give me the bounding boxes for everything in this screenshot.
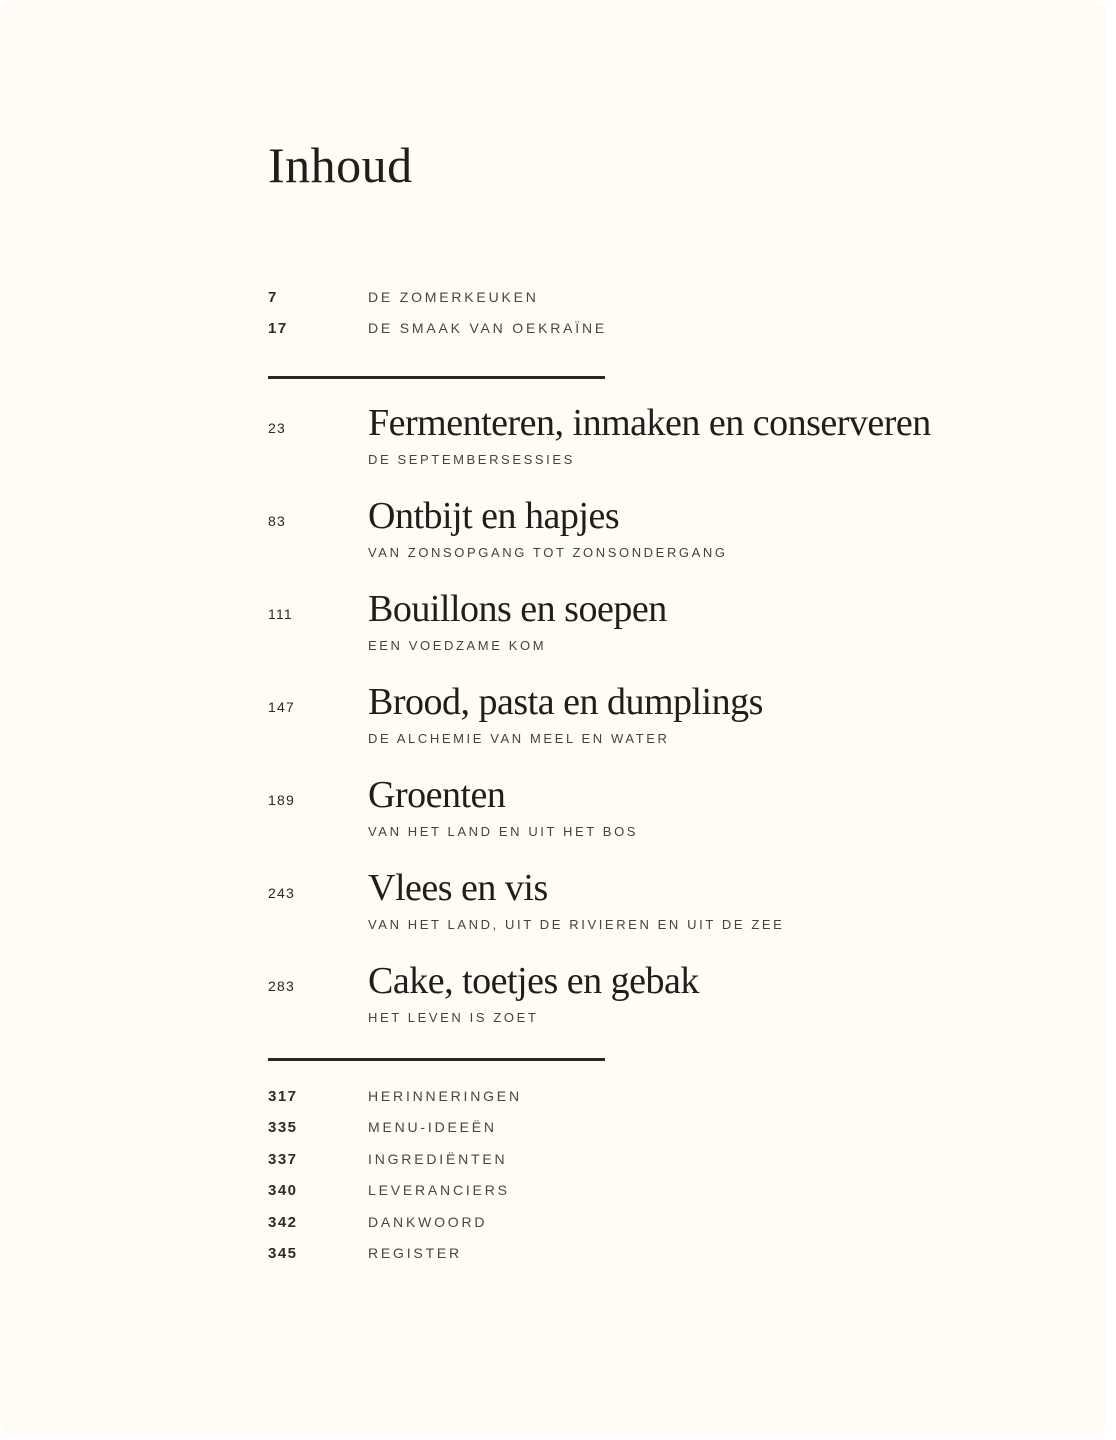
toc-entry <box>268 1182 522 1213</box>
toc-chapter-entry <box>268 497 931 590</box>
toc-entry-page-number: 335 <box>268 1119 298 1137</box>
chapter-page-number: 23 <box>268 420 286 436</box>
toc-chapter-entry <box>268 776 931 869</box>
toc-entry-page-number: 340 <box>268 1182 298 1200</box>
chapter-subtitle: DE SEPTEMBERSESSIES <box>368 451 575 467</box>
toc-chapter-entry <box>268 683 931 776</box>
chapter-page-number: 283 <box>268 978 295 994</box>
chapter-subtitle: DE ALCHEMIE VAN MEEL EN WATER <box>368 730 670 746</box>
chapter-subtitle: VAN ZONSOPGANG TOT ZONSONDERGANG <box>368 544 728 560</box>
chapter-subtitle: VAN HET LAND EN UIT HET BOS <box>368 823 639 839</box>
divider-rule-top <box>268 376 605 379</box>
toc-entry-label: MENU-IDEEËN <box>368 1119 497 1136</box>
toc-chapter-entry <box>268 869 931 962</box>
chapter-page-number: 189 <box>268 792 295 808</box>
chapter-text <box>368 962 699 1025</box>
chapter-page-number: 147 <box>268 699 295 715</box>
chapter-page-number: 243 <box>268 885 295 901</box>
toc-entry-label: HERINNERINGEN <box>368 1088 522 1104</box>
chapter-title: Groenten <box>368 774 506 816</box>
chapter-page-number: 83 <box>268 513 286 529</box>
toc-entry <box>268 289 607 320</box>
toc-chapter-entry <box>268 590 931 683</box>
toc-back-matter-list <box>268 1088 522 1276</box>
toc-entry <box>268 1245 522 1276</box>
chapter-subtitle: VAN HET LAND, UIT DE RIVIEREN EN UIT DE ZEE <box>368 916 785 932</box>
toc-entry-page-number: 337 <box>268 1150 298 1168</box>
toc-intro-list <box>268 289 607 352</box>
chapter-text <box>368 590 667 653</box>
chapter-text <box>368 404 931 467</box>
toc-entry-label: DANKWOORD <box>368 1213 488 1230</box>
chapter-subtitle: EEN VOEDZAME KOM <box>368 637 547 653</box>
chapter-title: Vlees en vis <box>368 867 548 909</box>
chapter-text <box>368 497 728 560</box>
toc-entry-page-number: 317 <box>268 1088 298 1105</box>
toc-chapter-entry <box>268 962 931 1055</box>
toc-entry <box>268 320 607 351</box>
toc-entry-label: INGREDIËNTEN <box>368 1150 508 1167</box>
toc-chapter-list <box>268 404 931 1055</box>
chapter-title: Brood, pasta en dumplings <box>368 681 763 723</box>
chapter-subtitle: HET LEVEN IS ZOET <box>368 1009 539 1025</box>
toc-entry-page-number: 17 <box>268 320 288 338</box>
chapter-title: Ontbijt en hapjes <box>368 495 620 537</box>
toc-entry-label: DE ZOMERKEUKEN <box>368 289 539 305</box>
chapter-text <box>368 776 638 839</box>
toc-entry-label: DE SMAAK VAN OEKRAÏNE <box>368 320 608 337</box>
toc-entry-label: LEVERANCIERS <box>368 1182 510 1199</box>
toc-entry <box>268 1088 522 1119</box>
toc-entry-label: REGISTER <box>368 1244 462 1261</box>
toc-chapter-entry <box>268 404 931 497</box>
divider-rule-bottom <box>268 1058 605 1061</box>
chapter-page-number: 111 <box>268 606 293 622</box>
chapter-text <box>368 683 763 746</box>
toc-entry-page-number: 345 <box>268 1244 298 1262</box>
chapter-text <box>368 869 784 932</box>
toc-entry <box>268 1214 522 1245</box>
chapter-title: Bouillons en soepen <box>368 588 667 630</box>
toc-entry <box>268 1119 522 1150</box>
toc-entry-page-number: 7 <box>268 289 278 306</box>
chapter-title: Cake, toetjes en gebak <box>368 960 699 1002</box>
chapter-title: Fermenteren, inmaken en conserveren <box>368 402 931 444</box>
page-title: Inhoud <box>268 137 413 193</box>
toc-entry-page-number: 342 <box>268 1213 298 1231</box>
toc-entry <box>268 1151 522 1182</box>
